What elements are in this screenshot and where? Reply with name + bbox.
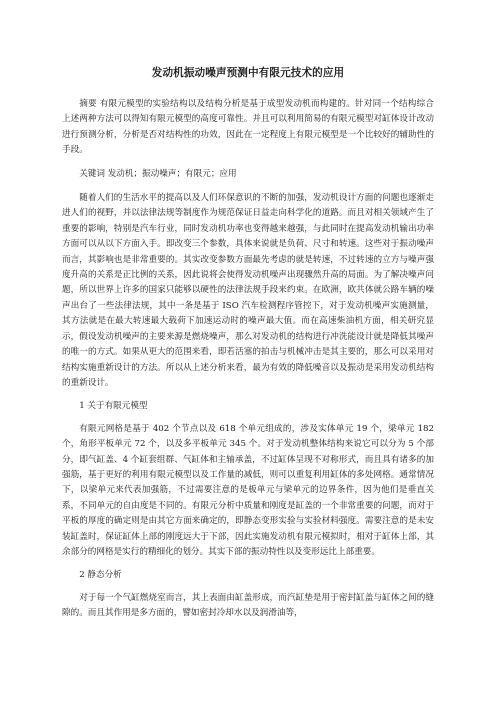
section-1-heading: 1 关于有限元模型	[79, 401, 148, 412]
section-2-paragraph: 对于每一个气缸燃烧室而言，其上表面由缸盖形成，而汽缸垫是用于密封缸盖与缸体之间的缝隙的。而且其作用是多方面的，譬如密封冷却水以及润滑油等，	[62, 592, 434, 619]
keywords-line: 关键词 发动机；振动噪声；有限元；应用	[79, 168, 237, 179]
paper-title: 发动机振动噪声预测中有限元技术的应用	[151, 67, 345, 79]
abstract-paragraph: 摘要 有限元模型的实验结构以及结构分析是基于成型发动机而构建的。针对同一个结构综合上述两种方法可以得知有限元模型的高度可靠性。并且可以利用简易的有限元模型对缸体设计改动进行预测分析，分析是否对结构性的功效，因此在一定程度上有限元模型是一个比较好的辅助性的手段。	[62, 99, 434, 156]
intro-paragraph: 随着人们的生活水平的提高以及人们环保意识的不断的加强，发动机设计方面的问题也逐渐走进人们的视野，并以法律法规等制度作为规范保证日益走向科学化的道路。而且对相关领域产生了重要的影响，特别是汽车行业，同时发动机功率也变得越来越强，与此同时在提高发动机输出功率方面可以从以下方面入手。即改变三个参数，具体来说就是负荷、尺寸和转速。这些对于振动噪声而言，其影响也是非常重要的。其实改变参数方面最先考虑的就是转速，不过转速的立方与噪声强度升高的关系是正比例的关系，因此说将会使得发动机噪声出现骤然升高的局面。为了解决噪声问题，所以世界上许多的国家只能够以硬性的法律法规手段来约束。在欧洲，欧共体就公路车辆的噪声出台了一些法律法规，其中一条是基于 ISO 汽车检测程序管控下，对于发动机噪声实施测量，其方法就是在最大转速最大载荷下加速运动时的噪声最大值。而在高速柴油机方面，相关研究显示，假设发动机噪声的主要来源是燃烧噪声，那么对发动机的结构进行冲洗能设计就是降低其噪声的唯一的方式。如果从更大的范围来看，即若活塞的拍击与机械冲击是其主要的，那么可以采用对结构实施重新设计的方法。所以从上述分析来看，最为有效的降低噪音以及振动是采用发动机结构的重新设计。	[62, 193, 434, 388]
section-1-paragraph: 有限元网格是基于 402 个节点以及 618 个单元组成的，涉及实体单元 19 个，梁单元 182 个，角形平板单元 72 个，以及多平板单元 345 个。对于发动机整体结构来说它可以分为 5 个部分，即气缸盖、4 个缸套组群、气缸体和主轴承盖，不过缸体呈现不对称形式，而且具有诸多的加强筋，基于更好的利用有限元模型以及工作量的减低，则可以重复利用缸体的多处网格。通常情况下，以梁单元来代表加强筋，不过需要注意的是板单元与梁单元的边界条件，因为他们是垂直关系，不同单元的自由度是不同的。有限元分析中质量和刚度是缸盖的一个非常重要的问题，而对于平板的厚度的确定则是由其它方面来确定的，即静态变形实验与实验材料强度。需要注意的是未安装缸盖时，保证缸体上部的刚度远大于下部，因此实施发动机有限元模拟时，相对于缸体上部，其余部分的网格是实行的精细化的划分。其实下部的振动特性以及变形远比上部重要。	[62, 423, 434, 557]
section-2-heading: 2 静态分析	[79, 570, 122, 581]
